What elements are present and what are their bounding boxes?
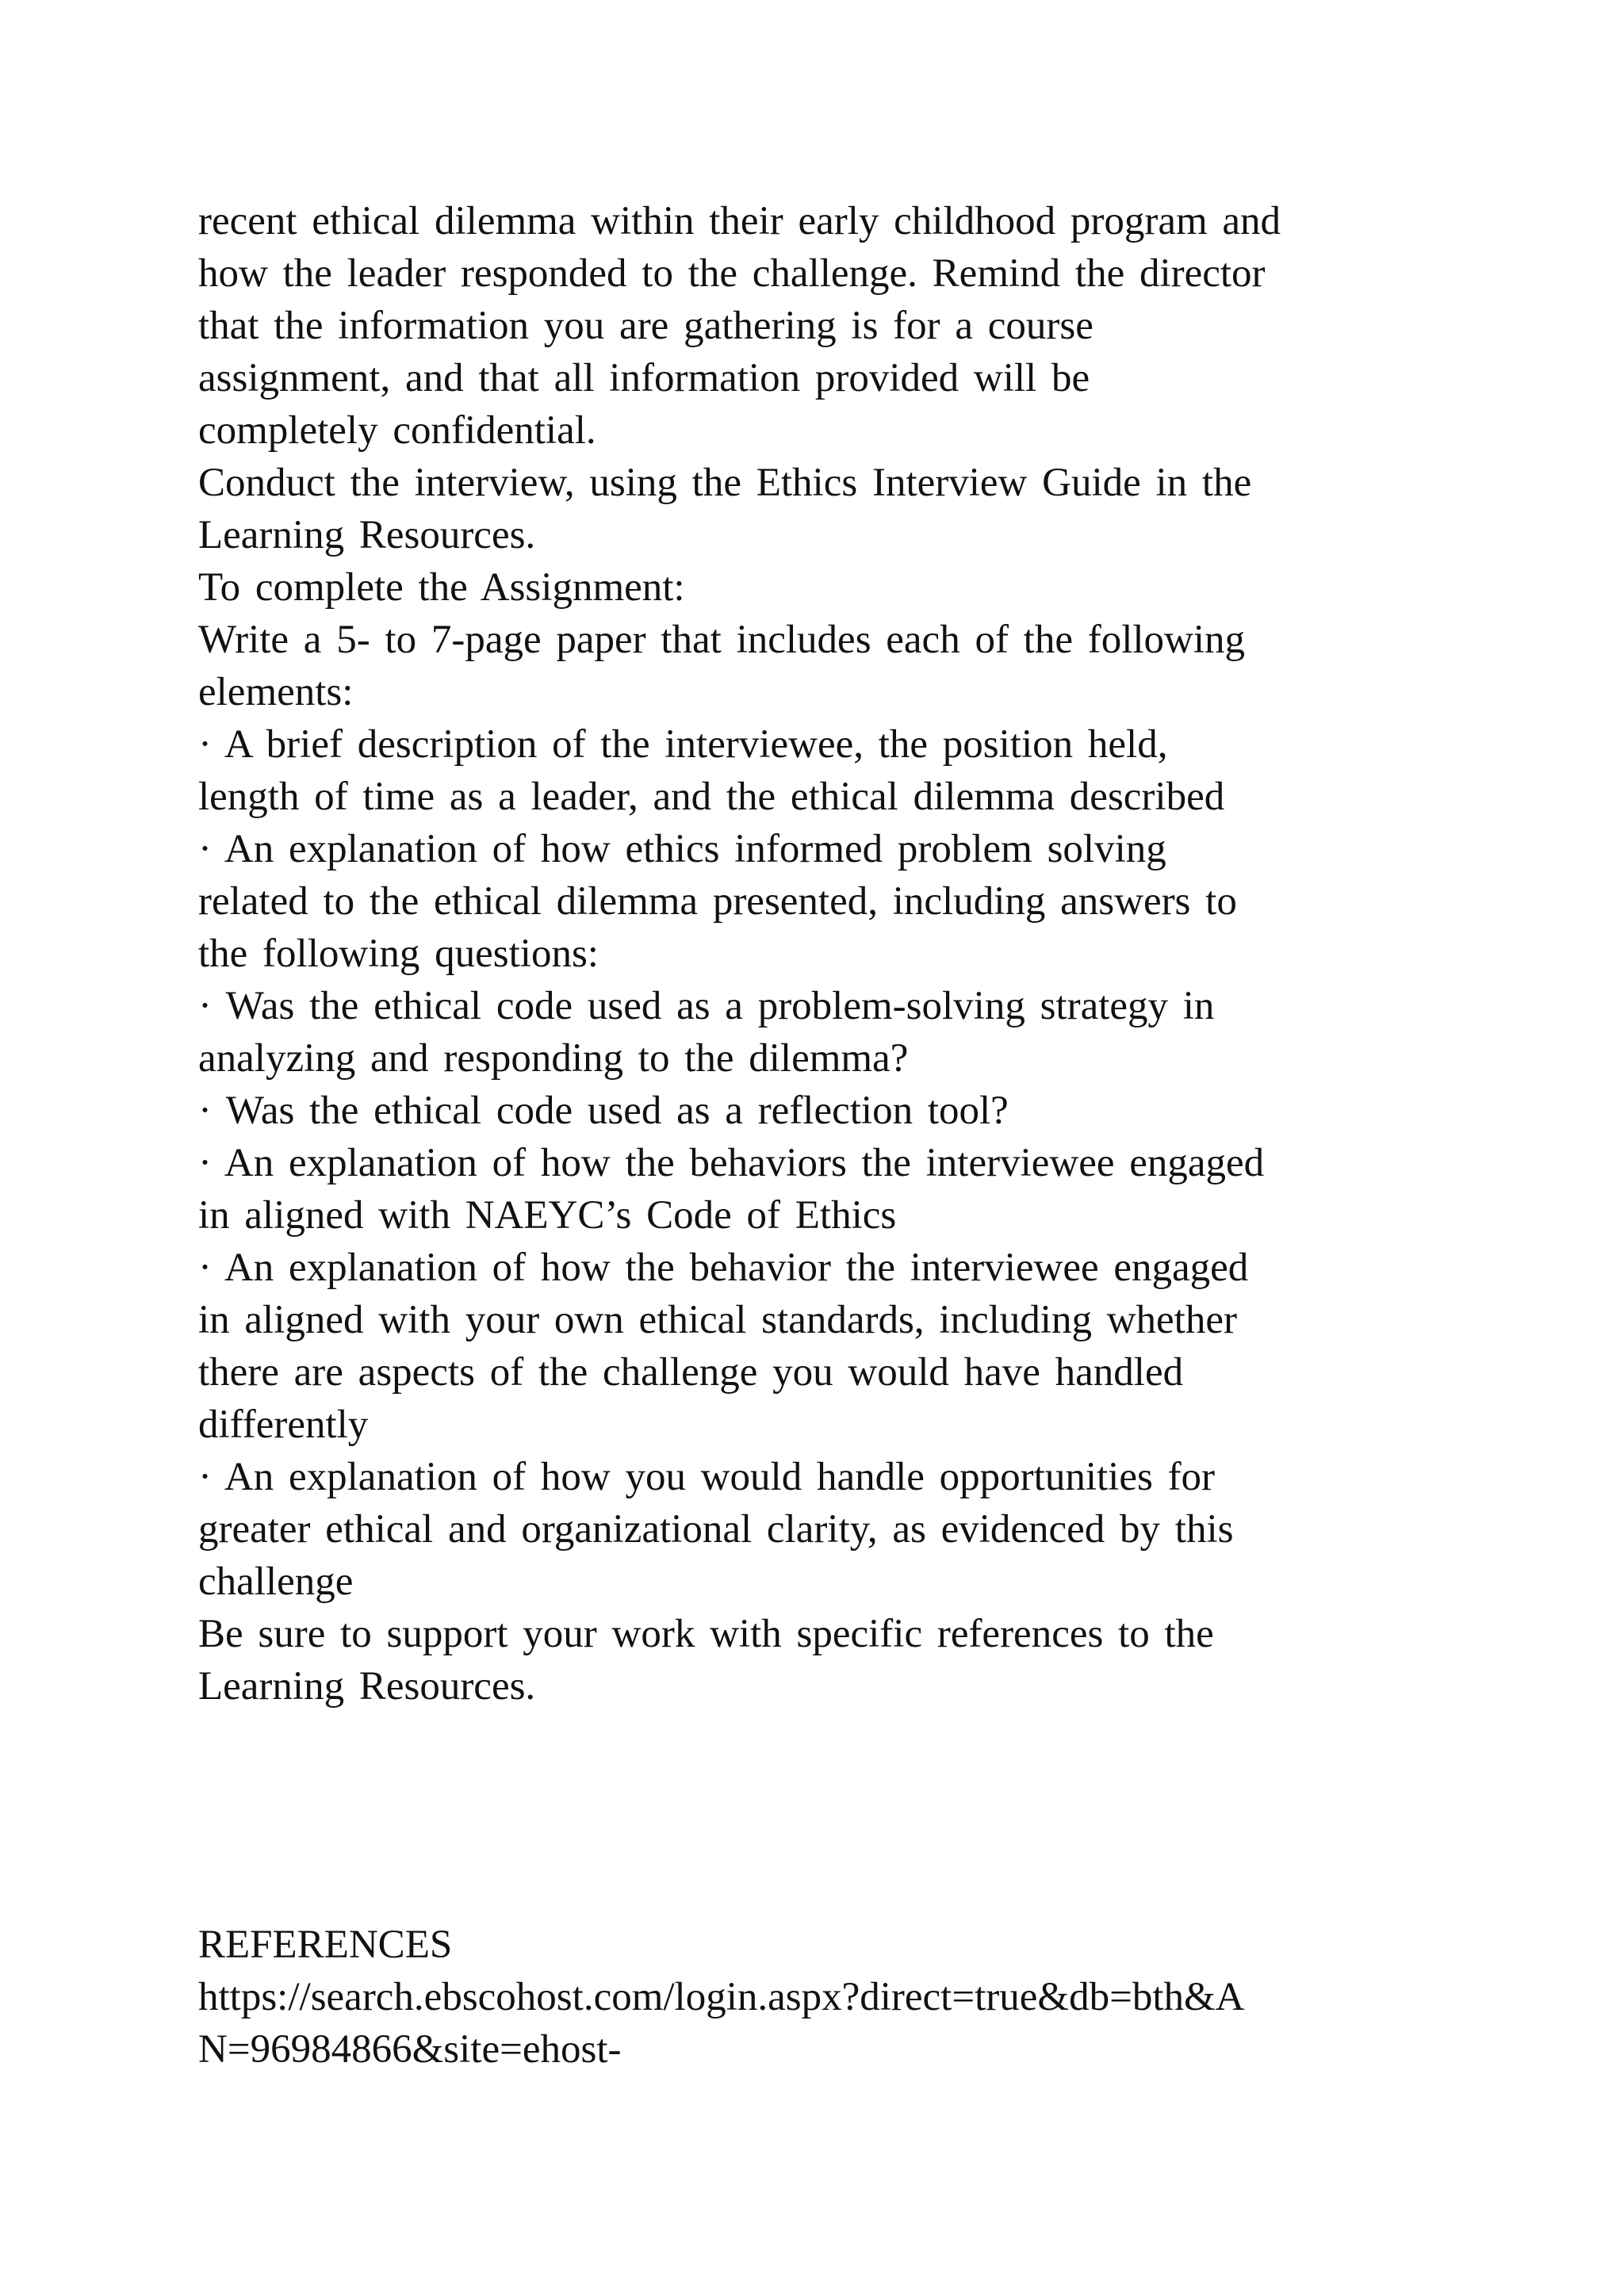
bullet-line: · An explanation of how the behaviors the interviewee engaged [198, 1141, 1265, 1185]
body-line: the following questions: [198, 932, 599, 976]
body-line: recent ethical dilemma within their early childhood program and [198, 199, 1281, 243]
body-line: Conduct the interview, using the Ethics Interview Guide in the [198, 461, 1252, 505]
references-heading: REFERENCES [198, 1923, 453, 1967]
body-line: elements: [198, 670, 354, 714]
body-line: in aligned with NAEYC’s Code of Ethics [198, 1193, 897, 1238]
body-line: there are aspects of the challenge you would have handled [198, 1350, 1184, 1395]
body-line: Write a 5- to 7-page paper that includes each of the following [198, 618, 1246, 662]
body-line: length of time as a leader, and the ethical dilemma described [198, 775, 1225, 819]
bullet-line: · Was the ethical code used as a reflection tool? [198, 1089, 1009, 1133]
bullet-line: · An explanation of how the behavior the interviewee engaged [198, 1246, 1249, 1290]
body-line: differently [198, 1402, 369, 1447]
reference-url-line[interactable]: https://search.ebscohost.com/login.aspx?direct=true&db=bth&A [198, 1975, 1245, 2019]
bullet-line: · A brief description of the interviewee, the position held, [198, 722, 1168, 767]
body-line: To complete the Assignment: [198, 565, 685, 610]
body-line: how the leader responded to the challenge. Remind the director [198, 251, 1266, 296]
assignment-body [198, 195, 1467, 1712]
body-line: that the information you are gathering is for a course [198, 304, 1094, 348]
body-line: greater ethical and organizational clarity, as evidenced by this [198, 1507, 1234, 1552]
bullet-line: · An explanation of how ethics informed problem solving [198, 827, 1166, 871]
body-line: analyzing and responding to the dilemma? [198, 1036, 909, 1081]
body-line: challenge [198, 1559, 354, 1604]
body-line: completely confidential. [198, 408, 596, 453]
body-line: Learning Resources. [198, 1664, 536, 1709]
references-section [198, 1919, 1507, 2076]
body-line: Learning Resources. [198, 513, 536, 557]
bullet-line: · Was the ethical code used as a problem-solving strategy in [198, 984, 1215, 1028]
body-line: related to the ethical dilemma presented, including answers to [198, 879, 1237, 924]
body-line: in aligned with your own ethical standards, including whether [198, 1298, 1237, 1342]
body-line: Be sure to support your work with specific references to the [198, 1612, 1214, 1656]
reference-url-line[interactable]: N=96984866&site=ehost- [198, 2027, 622, 2072]
bullet-line: · An explanation of how you would handle opportunities for [198, 1455, 1216, 1499]
body-line: assignment, and that all information provided will be [198, 356, 1090, 400]
